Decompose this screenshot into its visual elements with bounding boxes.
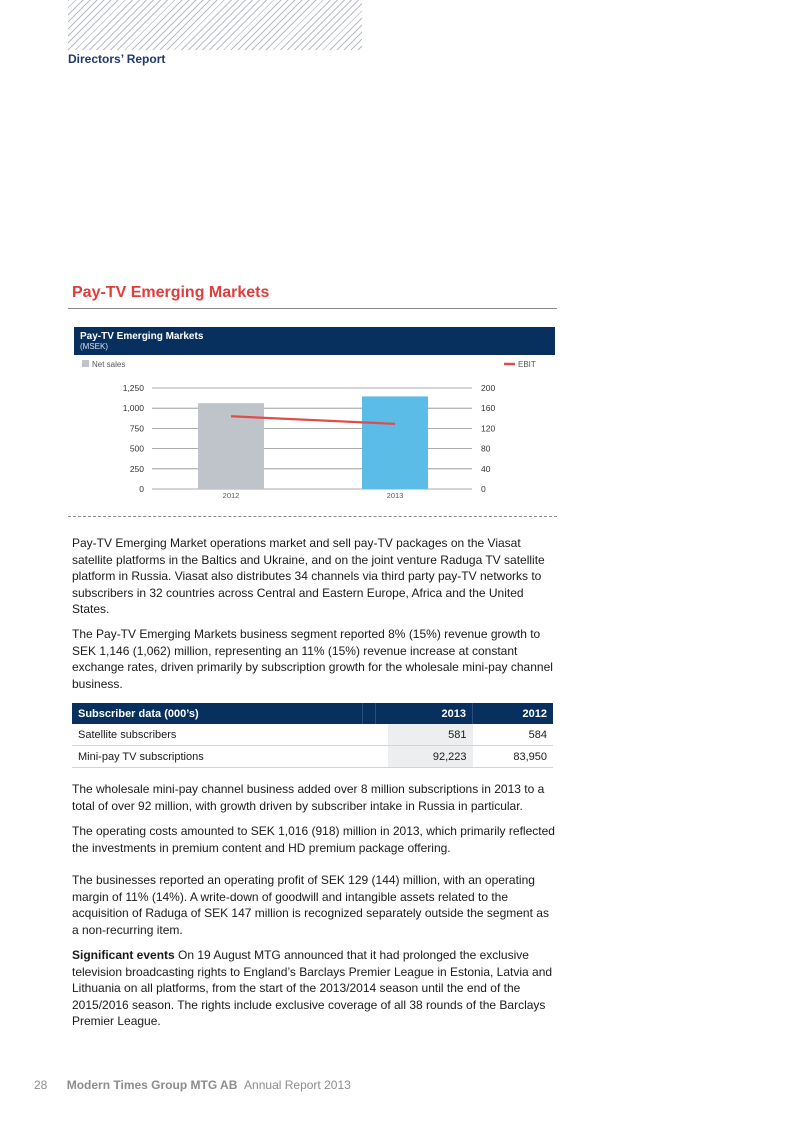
chart-title: Pay-TV Emerging Markets: [80, 331, 204, 342]
paragraph-operations: Pay-TV Emerging Market operations market and sell pay-TV packages on the Viasat satellite platforms in the Baltics and Ukraine, and on the joint venture Raduga TV satellite platform in Russia. Viasat also distributes 34 channels via third party pay-TV networks to subscribers in 32 countries across Central and Eastern Europe, Africa and the United States.: [72, 536, 545, 616]
row-label: Mini-pay TV subscriptions: [72, 746, 363, 768]
chart-header: [74, 327, 555, 355]
paragraph-subscriptions: The wholesale mini-pay channel business added over 8 million subscriptions in 2013 to a total of over 92 million, with growth driven by subscriber intake in Russia in particular.: [72, 782, 545, 813]
row-value-2012: 584: [485, 724, 553, 746]
legend-net-sales-swatch: [82, 360, 89, 367]
y-right-tick-label: 200: [481, 383, 496, 393]
document-name: Annual Report 2013: [244, 1078, 351, 1092]
section-label: Directors’ Report: [68, 52, 166, 66]
paragraph-revenue: The Pay-TV Emerging Markets business segment reported 8% (15%) revenue growth to SEK 1,146 (1,062) million, representing an 11% (15%) revenue increase at constant exchange rates, driven primarily by subscription growth for the wholesale mini-pay channel business.: [72, 627, 553, 691]
table-header-spacer: [376, 703, 389, 724]
company-name: Modern Times Group MTG AB: [66, 1078, 238, 1092]
table-header-2013: 2013: [388, 703, 473, 724]
chart: [74, 327, 555, 507]
y-left-tick-label: 750: [129, 423, 144, 434]
header-hatch-pattern: [68, 0, 362, 50]
row-label: Satellite subscribers: [72, 724, 363, 746]
table-header-label: Subscriber data (000’s): [72, 703, 363, 724]
page-number: 28: [34, 1078, 48, 1092]
events-lead: Significant events: [72, 948, 175, 962]
x-tick-label: 2012: [222, 491, 240, 500]
chart-plot: [74, 355, 555, 507]
paragraph-profit: The businesses reported an operating profit of SEK 129 (144) million, with an operating margin of 11% (14%). A write-down of goodwill and intangible assets related to the acquisition of Raduga of SEK 147 million is recognized separately outside the segment as a non-recurring item.: [72, 873, 549, 937]
y-right-tick-label: 40: [481, 463, 491, 474]
y-right-tick-label: 120: [481, 423, 496, 434]
chart-unit: (MSEK): [80, 342, 108, 351]
title-divider: [68, 308, 557, 309]
events-text: On 19 August MTG announced that it had prolonged the exclusive television broadcasting rights to England’s Barclays Premier League in Estonia, Latvia and Lithuania on all platforms, from the start of the 2013/2014 season until the end of the 2015/2016 season. The rights include exclusive coverage of all 38 rounds of the Barclays Premier League.: [72, 948, 553, 1028]
footer: [34, 1078, 351, 1092]
y-left-tick-label: 1,000: [122, 403, 144, 414]
table-header-spacer: [363, 703, 376, 724]
row-value-2013: 581: [388, 724, 473, 746]
y-right-tick-label: 0: [481, 484, 486, 494]
y-right-tick-label: 160: [481, 403, 496, 414]
table-header-row: [72, 703, 553, 724]
y-left-tick-label: 500: [129, 443, 144, 454]
paragraph-events: [72, 947, 556, 1030]
table-row: [72, 746, 553, 768]
row-value-2012: 83,950: [485, 746, 553, 768]
y-right-tick-label: 80: [481, 443, 491, 454]
bar-net-sales-2013: [362, 396, 428, 489]
table-header-spacer: [473, 703, 486, 724]
page-title: Pay-TV Emerging Markets: [72, 284, 270, 301]
y-left-tick-label: 250: [129, 463, 144, 474]
table-header-2012: 2012: [485, 703, 553, 724]
y-left-tick-label: 1,250: [122, 383, 144, 393]
x-tick-label: 2013: [386, 491, 404, 500]
legend-net-sales-label: Net sales: [92, 360, 126, 369]
chart-divider: [68, 516, 557, 517]
y-left-tick-label: 0: [139, 484, 144, 494]
legend-ebit-label: EBIT: [518, 360, 536, 369]
row-value-2013: 92,223: [388, 746, 473, 768]
paragraph-costs: The operating costs amounted to SEK 1,016 (918) million in 2013, which primarily reflected the investments in premium content and HD premium package offering.: [72, 824, 555, 855]
table-row: [72, 724, 553, 746]
bar-net-sales-2012: [198, 403, 264, 489]
subscriber-table: [72, 703, 553, 768]
